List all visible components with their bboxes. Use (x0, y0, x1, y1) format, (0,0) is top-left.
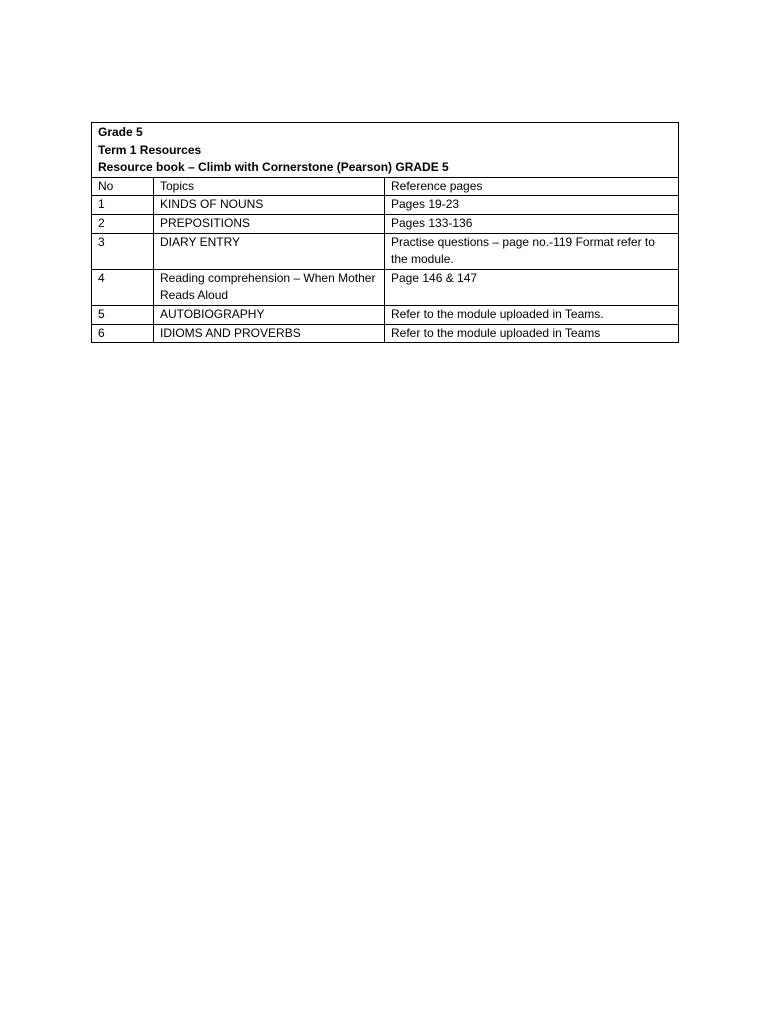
column-header-no: No (92, 177, 154, 196)
row-topic: Reading comprehension – When Mother Reads Aloud (154, 269, 385, 305)
table-row (92, 233, 679, 269)
resources-table (91, 122, 679, 343)
table-title-cell (92, 123, 679, 178)
row-topic: PREPOSITIONS (154, 214, 385, 233)
row-topic: AUTOBIOGRAPHY (154, 305, 385, 324)
row-number: 4 (92, 269, 154, 305)
column-header-reference: Reference pages (385, 177, 679, 196)
table-row (92, 324, 679, 343)
resource-book-heading: Resource book – Climb with Cornerstone (Pearson) GRADE 5 (98, 160, 449, 175)
row-topic: DIARY ENTRY (154, 233, 385, 269)
row-topic: IDIOMS AND PROVERBS (154, 324, 385, 343)
row-number: 3 (92, 233, 154, 269)
row-reference: Page 146 & 147 (385, 269, 679, 305)
table-row (92, 196, 679, 215)
row-number: 2 (92, 214, 154, 233)
row-reference: Refer to the module uploaded in Teams (385, 324, 679, 343)
row-reference: Practise questions – page no.-119 Format refer to the module. (385, 233, 679, 269)
table-row (92, 269, 679, 305)
row-number: 5 (92, 305, 154, 324)
column-header-topics: Topics (154, 177, 385, 196)
table-row (92, 305, 679, 324)
table-title-row (92, 123, 679, 178)
row-reference: Pages 19-23 (385, 196, 679, 215)
column-header-row (92, 177, 679, 196)
grade-heading: Grade 5 (98, 125, 143, 139)
row-reference: Pages 133-136 (385, 214, 679, 233)
row-number: 1 (92, 196, 154, 215)
term-heading: Term 1 Resources (98, 142, 202, 157)
row-number: 6 (92, 324, 154, 343)
table-row (92, 214, 679, 233)
row-reference: Refer to the module uploaded in Teams. (385, 305, 679, 324)
row-topic: KINDS OF NOUNS (154, 196, 385, 215)
